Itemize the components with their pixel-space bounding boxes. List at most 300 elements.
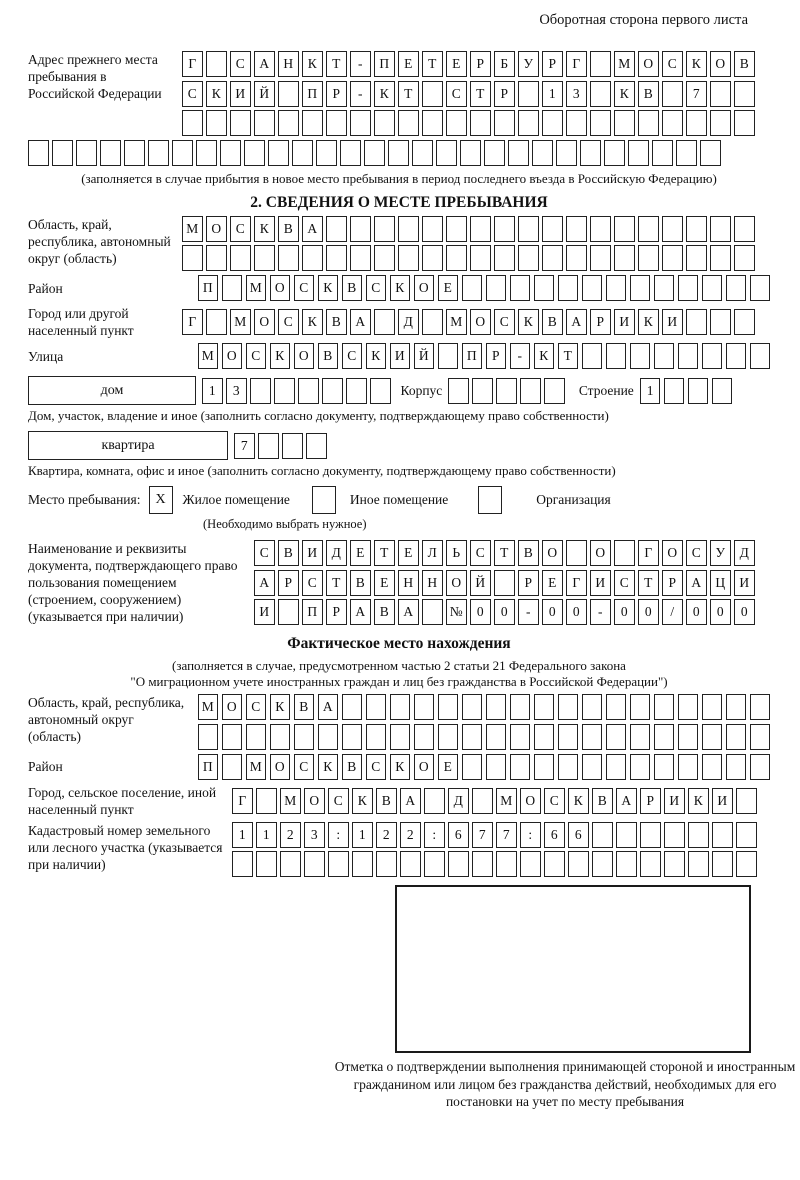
char-cell: К — [374, 81, 395, 107]
char-cell: О — [304, 788, 325, 814]
char-cell — [494, 570, 515, 596]
char-cell — [662, 245, 683, 271]
char-cell — [350, 216, 371, 242]
char-cell: В — [374, 599, 395, 625]
char-cell: К — [688, 788, 709, 814]
char-cell: С — [182, 81, 203, 107]
char-cell — [712, 851, 733, 877]
confirmation-caption: Отметка о подтверждении выполнения принимающей стороной и иностранным гражданином или лицом без гражданства действий, необходимых для его постановки на учет по месту пребывания — [334, 1059, 796, 1109]
char-cell — [494, 245, 515, 271]
char-cell: Г — [182, 51, 203, 77]
char-cell: В — [592, 788, 613, 814]
char-cell — [376, 851, 397, 877]
char-cell — [712, 822, 733, 848]
char-cell — [750, 724, 771, 750]
char-cell: О — [662, 540, 683, 566]
char-cell — [340, 140, 361, 166]
char-cell — [662, 81, 683, 107]
char-cell: С — [686, 540, 707, 566]
char-cell: О — [590, 540, 611, 566]
char-cell — [700, 140, 721, 166]
district-label: Район — [28, 280, 63, 296]
char-cell — [438, 694, 459, 720]
char-cell: С — [302, 570, 323, 596]
char-cell: - — [590, 599, 611, 625]
char-cell — [582, 754, 603, 780]
char-cell: Б — [494, 51, 515, 77]
char-cell — [422, 599, 443, 625]
char-cell: Р — [470, 51, 491, 77]
char-cell — [628, 140, 649, 166]
char-cell: Н — [398, 570, 419, 596]
char-cell: О — [638, 51, 659, 77]
char-cell: Т — [422, 51, 443, 77]
char-cell — [662, 110, 683, 136]
char-cell: М — [246, 275, 267, 301]
char-cell — [254, 245, 275, 271]
char-cell — [726, 694, 747, 720]
char-cell: В — [294, 694, 315, 720]
char-cell — [654, 343, 675, 369]
char-cell: А — [350, 309, 371, 335]
char-cell — [220, 140, 241, 166]
char-cell — [710, 245, 731, 271]
char-cell: Т — [638, 570, 659, 596]
char-cell — [532, 140, 553, 166]
char-cell — [484, 140, 505, 166]
char-cell: Д — [734, 540, 755, 566]
char-cell — [52, 140, 73, 166]
stay-type-line — [28, 486, 770, 514]
char-cell — [520, 851, 541, 877]
char-cell: Г — [638, 540, 659, 566]
section2-title: 2. СВЕДЕНИЯ О МЕСТЕ ПРЕБЫВАНИЯ — [250, 193, 548, 211]
char-cell — [726, 724, 747, 750]
char-cell: 1 — [542, 81, 563, 107]
char-cell — [374, 216, 395, 242]
char-cell — [326, 245, 347, 271]
char-cell: 0 — [638, 599, 659, 625]
char-cell: И — [590, 570, 611, 596]
char-cell: Р — [278, 570, 299, 596]
char-cell — [486, 275, 507, 301]
char-cell — [614, 110, 635, 136]
char-cell — [582, 343, 603, 369]
char-cell — [582, 694, 603, 720]
char-cell — [422, 309, 443, 335]
house-number-row — [202, 378, 391, 404]
char-cell — [172, 140, 193, 166]
char-cell — [568, 851, 589, 877]
char-cell: Р — [590, 309, 611, 335]
char-cell: Т — [494, 540, 515, 566]
char-cell — [486, 694, 507, 720]
char-cell — [592, 822, 613, 848]
char-cell — [654, 694, 675, 720]
char-cell: Г — [232, 788, 253, 814]
char-cell: 0 — [542, 599, 563, 625]
char-cell: О — [270, 754, 291, 780]
char-cell: 2 — [400, 822, 421, 848]
char-cell — [244, 140, 265, 166]
char-cell — [448, 378, 469, 404]
char-cell: К — [302, 309, 323, 335]
char-cell — [206, 110, 227, 136]
char-cell: П — [302, 81, 323, 107]
char-cell — [630, 343, 651, 369]
char-cell — [534, 754, 555, 780]
stay-type-checkbox-residential: X — [149, 486, 173, 514]
char-cell — [640, 851, 661, 877]
char-cell: : — [520, 822, 541, 848]
char-cell — [592, 851, 613, 877]
char-cell — [590, 51, 611, 77]
char-cell — [342, 724, 363, 750]
char-cell — [282, 433, 303, 459]
char-cell — [686, 245, 707, 271]
char-cell — [710, 309, 731, 335]
actual-location-title: Фактическое место нахождения — [287, 635, 511, 652]
char-cell — [230, 245, 251, 271]
char-cell — [422, 216, 443, 242]
char-cell: Е — [438, 275, 459, 301]
char-cell — [222, 275, 243, 301]
char-cell: Ц — [710, 570, 731, 596]
char-cell: Н — [278, 51, 299, 77]
char-cell — [472, 788, 493, 814]
char-cell: 3 — [226, 378, 247, 404]
char-cell: Е — [542, 570, 563, 596]
street-row — [198, 343, 771, 369]
char-cell — [414, 724, 435, 750]
char-cell — [734, 216, 755, 242]
char-cell: 1 — [640, 378, 661, 404]
char-cell: Й — [414, 343, 435, 369]
char-cell — [558, 724, 579, 750]
char-cell — [664, 851, 685, 877]
char-cell — [750, 754, 771, 780]
char-cell — [736, 788, 757, 814]
char-cell — [590, 81, 611, 107]
char-cell — [448, 851, 469, 877]
actual-district-row — [198, 754, 771, 780]
actual-location-caption-1: (заполняется в случае, предусмотренном частью 2 статьи 21 Федерального закона — [172, 658, 626, 673]
char-cell — [270, 724, 291, 750]
char-cell — [678, 275, 699, 301]
char-cell — [390, 694, 411, 720]
char-cell — [510, 694, 531, 720]
char-cell — [664, 378, 685, 404]
char-cell — [366, 694, 387, 720]
char-cell — [678, 343, 699, 369]
char-cell — [638, 216, 659, 242]
actual-region-block — [28, 694, 770, 750]
apartment-line — [28, 431, 770, 460]
char-cell: Т — [558, 343, 579, 369]
char-cell — [470, 216, 491, 242]
char-cell: 7 — [472, 822, 493, 848]
char-cell: Г — [182, 309, 203, 335]
char-cell — [222, 754, 243, 780]
char-cell: М — [446, 309, 467, 335]
char-cell: Е — [398, 540, 419, 566]
char-cell: И — [254, 599, 275, 625]
prev-address-row-4 — [28, 140, 770, 166]
char-cell: Р — [494, 81, 515, 107]
char-cell: / — [662, 599, 683, 625]
char-cell: С — [662, 51, 683, 77]
char-cell — [328, 851, 349, 877]
char-cell — [268, 140, 289, 166]
char-cell — [388, 140, 409, 166]
char-cell — [638, 245, 659, 271]
char-cell — [350, 245, 371, 271]
city-label: Город или другой населенный пункт — [28, 306, 134, 338]
char-cell — [494, 110, 515, 136]
char-cell: Е — [438, 754, 459, 780]
char-cell: В — [734, 51, 755, 77]
char-cell: - — [350, 81, 371, 107]
char-cell — [726, 275, 747, 301]
char-cell — [446, 245, 467, 271]
char-cell — [616, 822, 637, 848]
char-cell — [76, 140, 97, 166]
char-cell: Е — [374, 570, 395, 596]
char-cell: В — [318, 343, 339, 369]
char-cell — [640, 822, 661, 848]
char-cell: А — [302, 216, 323, 242]
char-cell: М — [496, 788, 517, 814]
char-cell — [318, 724, 339, 750]
char-cell — [566, 110, 587, 136]
char-cell: В — [376, 788, 397, 814]
char-cell — [232, 851, 253, 877]
char-cell: О — [254, 309, 275, 335]
prev-address-block — [28, 51, 770, 136]
char-cell — [542, 245, 563, 271]
char-cell: П — [198, 754, 219, 780]
char-cell: В — [518, 540, 539, 566]
region-rows — [182, 216, 755, 272]
char-cell — [544, 378, 565, 404]
char-cell — [438, 343, 459, 369]
char-cell: А — [400, 788, 421, 814]
char-cell — [688, 378, 709, 404]
char-cell — [686, 309, 707, 335]
char-cell — [438, 724, 459, 750]
char-cell: К — [318, 754, 339, 780]
cadastral-row-2 — [232, 851, 757, 877]
actual-city-block — [28, 784, 770, 818]
char-cell — [614, 540, 635, 566]
char-cell — [590, 245, 611, 271]
char-cell: : — [424, 822, 445, 848]
char-cell — [558, 694, 579, 720]
char-cell — [374, 110, 395, 136]
char-cell — [606, 754, 627, 780]
char-cell: С — [614, 570, 635, 596]
char-cell — [520, 378, 541, 404]
char-cell: Р — [326, 81, 347, 107]
char-cell: С — [544, 788, 565, 814]
char-cell: Й — [470, 570, 491, 596]
char-cell — [606, 724, 627, 750]
stroenie-label: Строение — [578, 382, 634, 398]
char-cell — [124, 140, 145, 166]
char-cell — [470, 110, 491, 136]
cadastral-row-1 — [232, 822, 757, 848]
char-cell — [366, 724, 387, 750]
region-label: Область, край, республика, автономный округ (область) — [28, 216, 171, 266]
char-cell: Р — [486, 343, 507, 369]
char-cell — [496, 378, 517, 404]
char-cell — [630, 724, 651, 750]
char-cell: О — [542, 540, 563, 566]
actual-city-label: Город, сельское поселение, иной населенный пункт — [28, 784, 217, 817]
char-cell — [676, 140, 697, 166]
char-cell — [298, 378, 319, 404]
char-cell — [472, 378, 493, 404]
char-cell — [652, 140, 673, 166]
char-cell: П — [302, 599, 323, 625]
char-cell — [736, 851, 757, 877]
char-cell — [398, 110, 419, 136]
char-cell — [250, 378, 271, 404]
char-cell: Д — [448, 788, 469, 814]
char-cell: О — [414, 275, 435, 301]
char-cell — [664, 822, 685, 848]
char-cell — [630, 694, 651, 720]
char-cell — [566, 216, 587, 242]
char-cell — [590, 216, 611, 242]
char-cell — [580, 140, 601, 166]
char-cell — [462, 275, 483, 301]
char-cell: С — [254, 540, 275, 566]
street-label: Улица — [28, 348, 64, 364]
char-cell — [712, 378, 733, 404]
char-cell: Т — [398, 81, 419, 107]
char-cell — [734, 81, 755, 107]
char-cell — [306, 433, 327, 459]
char-cell: С — [246, 694, 267, 720]
char-cell: Т — [326, 570, 347, 596]
char-cell — [582, 275, 603, 301]
char-cell: М — [280, 788, 301, 814]
actual-city-row — [232, 788, 757, 814]
region-row-1 — [182, 216, 755, 242]
char-cell — [590, 110, 611, 136]
char-cell — [230, 110, 251, 136]
char-cell — [302, 110, 323, 136]
char-cell — [654, 754, 675, 780]
char-cell — [462, 694, 483, 720]
char-cell — [280, 851, 301, 877]
char-cell — [206, 245, 227, 271]
char-cell: К — [638, 309, 659, 335]
char-cell: 6 — [568, 822, 589, 848]
stay-type-option-organization-label: Организация — [536, 492, 611, 507]
district-row — [198, 275, 771, 301]
char-cell — [518, 110, 539, 136]
cadastral-rows — [232, 822, 757, 878]
char-cell — [734, 110, 755, 136]
char-cell: 0 — [566, 599, 587, 625]
char-cell: 0 — [614, 599, 635, 625]
char-cell — [678, 754, 699, 780]
char-cell — [350, 110, 371, 136]
region-block — [28, 216, 770, 272]
stay-type-option-other-premises-label: Иное помещение — [349, 492, 449, 507]
char-cell: - — [350, 51, 371, 77]
char-cell — [558, 275, 579, 301]
char-cell — [686, 216, 707, 242]
char-cell: Т — [470, 81, 491, 107]
char-cell: М — [198, 343, 219, 369]
char-cell — [726, 754, 747, 780]
stay-type-option-residential-label: Жилое помещение — [182, 492, 290, 507]
prev-address-row-1 — [182, 51, 755, 77]
char-cell: В — [542, 309, 563, 335]
char-cell — [630, 275, 651, 301]
char-cell — [322, 378, 343, 404]
char-cell: 7 — [686, 81, 707, 107]
char-cell: 2 — [280, 822, 301, 848]
char-cell: К — [366, 343, 387, 369]
document-label: Наименование и реквизиты документа, подтверждающего право пользования помещением (строением, сооружением) (указывается при наличии) — [28, 541, 238, 624]
char-cell: Т — [374, 540, 395, 566]
char-cell — [518, 245, 539, 271]
char-cell — [294, 724, 315, 750]
char-cell — [28, 140, 49, 166]
char-cell: № — [446, 599, 467, 625]
char-cell: А — [686, 570, 707, 596]
char-cell — [274, 378, 295, 404]
char-cell: 0 — [470, 599, 491, 625]
char-cell — [510, 275, 531, 301]
apartment-caption: Квартира, комната, офис и иное (заполнить согласно документу, подтверждающему право собственности) — [28, 463, 616, 478]
char-cell: О — [270, 275, 291, 301]
city-block — [28, 305, 770, 339]
char-cell: С — [294, 275, 315, 301]
confirmation-mark-box — [395, 885, 751, 1053]
char-cell — [606, 343, 627, 369]
prev-address-row-2 — [182, 81, 755, 107]
char-cell: А — [566, 309, 587, 335]
char-cell — [734, 245, 755, 271]
char-cell: К — [390, 275, 411, 301]
char-cell: 3 — [304, 822, 325, 848]
char-cell — [258, 433, 279, 459]
actual-region-rows — [198, 694, 771, 750]
district-block — [28, 275, 770, 301]
char-cell — [302, 245, 323, 271]
char-cell: О — [294, 343, 315, 369]
char-cell — [734, 309, 755, 335]
char-cell: 1 — [232, 822, 253, 848]
document-rows — [254, 540, 755, 625]
stay-type-checkbox-other-premises — [312, 486, 336, 514]
char-cell — [460, 140, 481, 166]
char-cell — [566, 540, 587, 566]
char-cell — [678, 694, 699, 720]
char-cell: М — [182, 216, 203, 242]
char-cell: О — [470, 309, 491, 335]
char-cell — [182, 110, 203, 136]
char-cell: В — [278, 216, 299, 242]
prev-address-label: Адрес прежнего места пребывания в Российской Федерации — [28, 52, 162, 101]
char-cell — [486, 754, 507, 780]
char-cell: М — [230, 309, 251, 335]
